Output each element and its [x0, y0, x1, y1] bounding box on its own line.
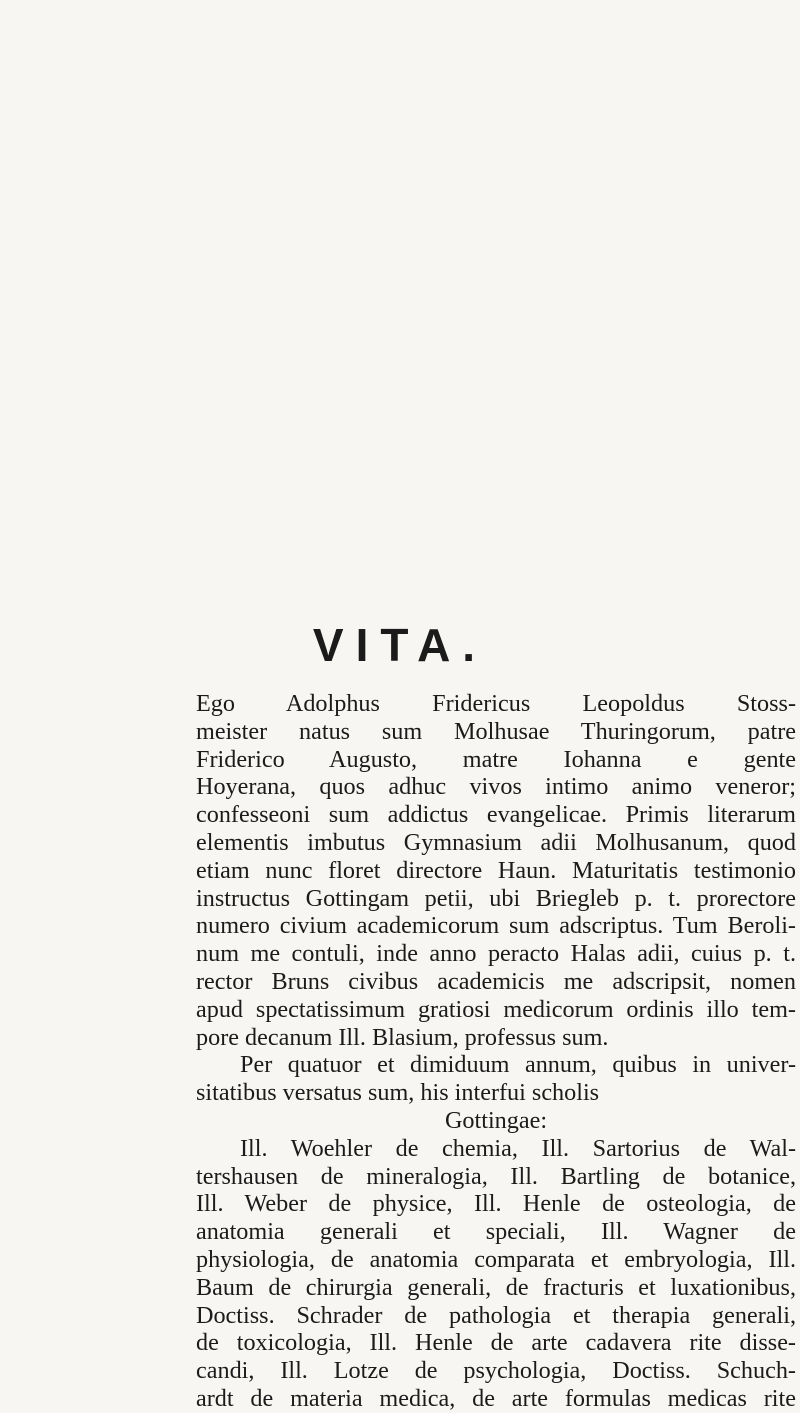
- text-line: etiam nunc floret directore Haun. Maturitatis testimonio: [196, 856, 796, 884]
- text-line: num me contuli, inde anno peracto Halas adii, cuius p. t.: [196, 940, 796, 968]
- text-line: de toxicologia, Ill. Henle de arte cadavera rite disse-: [196, 1329, 796, 1357]
- text-line: sitatibus versatus sum, his interfui scholis: [196, 1079, 600, 1107]
- text-line: pore decanum Ill. Blasium, professus sum.: [196, 1023, 609, 1051]
- text-line: rector Bruns civibus academicis me adscripsit, nomen: [196, 967, 796, 995]
- text-line: elementis imbutus Gymnasium adii Molhusanum, quod: [196, 828, 796, 856]
- text-line: Hoyerana, quos adhuc vivos intimo animo veneror;: [196, 773, 796, 801]
- text-line: Ill. Woehler de chemia, Ill. Sartorius de Wal-: [240, 1134, 796, 1162]
- text-line: instructus Gottingam petii, ubi Briegleb p. t. prorectore: [196, 884, 796, 912]
- text-line: candi, Ill. Lotze de psychologia, Doctiss. Schuch-: [196, 1357, 796, 1385]
- text-line: Doctiss. Schrader de pathologia et therapia generali,: [196, 1301, 796, 1329]
- text-line: anatomia generali et speciali, Ill. Wagner de: [196, 1218, 796, 1246]
- page-title: VITA.: [312, 619, 488, 671]
- text-line: physiologia, de anatomia comparata et embryologia, Ill.: [196, 1245, 796, 1273]
- text-line: Baum de chirurgia generali, de fracturis et luxationibus,: [196, 1273, 796, 1301]
- text-line: apud spectatissimum gratiosi medicorum ordinis illo tem-: [196, 995, 796, 1023]
- text-line: numero civium academicorum sum adscriptus. Tum Beroli-: [196, 912, 796, 940]
- text-line: Gottingae:: [444, 1106, 548, 1134]
- text-line: tershausen de mineralogia, Ill. Bartling de botanice,: [196, 1162, 796, 1190]
- body-text: [196, 690, 796, 1413]
- text-line: confesseoni sum addictus evangelicae. Primis literarum: [196, 801, 796, 829]
- text-line: Ill. Weber de physice, Ill. Henle de osteologia, de: [196, 1190, 796, 1218]
- text-line: Ego Adolphus Fridericus Leopoldus Stoss-: [196, 690, 796, 717]
- text-line: meister natus sum Molhusae Thuringorum, patre: [196, 717, 796, 745]
- text-line: ardt de materia medica, de arte formulas medicas rite: [196, 1384, 796, 1412]
- text-line: Per quatuor et dimiduum annum, quibus in univer-: [240, 1051, 796, 1079]
- text-line: Friderico Augusto, matre Iohanna e gente: [196, 745, 796, 773]
